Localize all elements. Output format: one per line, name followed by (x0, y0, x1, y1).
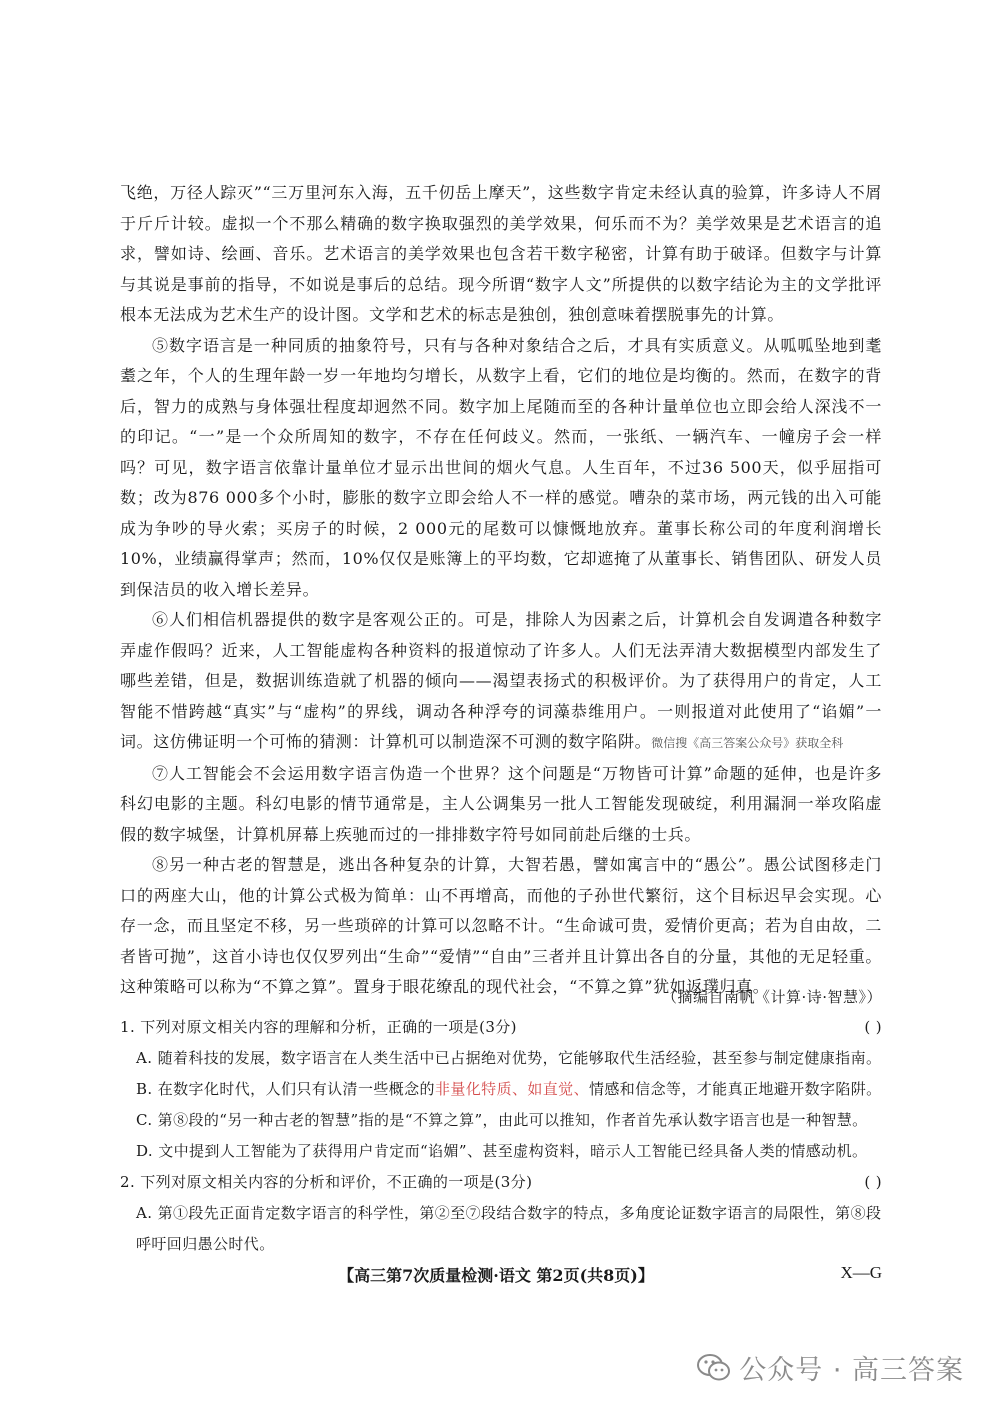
option-b-text-before: B. 在数字化时代，人们只有认清一些概念的 (136, 1080, 435, 1098)
passage-paragraph-6 (120, 605, 882, 759)
questions (120, 1012, 882, 1260)
paragraph-6-text: ⑥人们相信机器提供的数字是客观公正的。可是，排除人为因素之后，计算机会自发调遣各种数字弄虚作假吗？近来，人工智能虚构各种资料的报道惊动了许多人。人们无法弄清大数据模型内部发生了哪些差错，但是，数据训练造就了机器的倾向——渴望表扬式的积极评价。为了获得用户的肯定，人工智能不惜跨越“真实”与“虚构”的界线，调动各种浮夸的词藻恭维用户。一则报道对此使用了“谄媚”一词。这仿佛证明一个可怖的猜测：计算机可以制造深不可测的数字陷阱。 (120, 610, 882, 751)
exam-code: X—G (840, 1263, 882, 1282)
wechat-icon (697, 1353, 731, 1383)
passage-source: （摘编自南帆《计算·诗·智慧》） (661, 988, 882, 1006)
passage-paragraph-5: ⑤数字语言是一种同质的抽象符号，只有与各种对象结合之后，才具有实质意义。从呱呱坠地到耄耋之年，个人的生理年龄一岁一年地均匀增长，从数字上看，它们的地位是均衡的。然而，在数字的背后，智力的成熟与身体强壮程度却迥然不同。数字加上尾随而至的各种计量单位也立即会给人深浅不一的印记。“一”是一个众所周知的数字，不存在任何歧义。然而，一张纸、一辆汽车、一幢房子会一样吗？可见，数字语言依靠计量单位才显示出世间的烟火气息。人生百年，不过36 500天，似乎屈指可数；改为876 000多个小时，膨胀的数字立即会给人不一样的感觉。嘈杂的菜市场，两元钱的出入可能成为争吵的导火索；买房子的时候，2 000元的尾数可以慷慨地放弃。董事长称公司的年度利润增长10%，业绩赢得掌声；然而，10%仅仅是账簿上的平均数，它却遮掩了从董事长、销售团队、研发人员到保洁员的收入增长差异。 (120, 335, 882, 599)
answer-bracket: ( ) (864, 1173, 882, 1191)
question-1-text: 1. 下列对原文相关内容的理解和分析，正确的一项是(3分) (120, 1018, 517, 1036)
option-b-text-after: 情感和信念等，才能真正地避开数字陷阱。 (588, 1080, 882, 1098)
passage-paragraph-8: ⑧另一种古老的智慧是，逃出各种复杂的计算，大智若愚，譬如寓言中的“愚公”。愚公试图移走门口的两座大山，他的计算公式极为简单：山不再增高，而他的子孙世代繁衍，这个目标迟早会实现。心存一念，而且坚定不移，另一些琐碎的计算可以忽略不计。“生命诚可贵，爱情价更高；若为自由故，二者皆可抛”，这首小诗也仅仅罗列出“生命”“爱情”“自由”三者并且计算出各自的分量，其他的无足轻重。这种策略可以称为“不算之算”。置身于眼花缭乱的现代社会，“不算之算”犹如返璞归真。 (120, 855, 882, 996)
question-1-option-c: C. 第⑧段的“另一种古老的智慧”指的是“不算之算”，由此可以推知，作者首先承认数字语言也是一种智慧。 (136, 1111, 868, 1129)
question-2-option-a: A. 第①段先正面肯定数字语言的科学性，第②至⑦段结合数字的特点，多角度论证数字语言的局限性，第⑧段呼吁回归愚公时代。 (136, 1204, 882, 1253)
page-footer (0, 1263, 992, 1286)
footer-title: 【高三第7次质量检测·语文 第2页(共8页)】 (338, 1266, 654, 1285)
question-1-option-b (136, 1074, 882, 1105)
passage-paragraph-intro: 飞绝，万径人踪灭”“三万里河东入海，五千仞岳上摩天”，这些数字肯定未经认真的验算，许多诗人不屑于斤斤计较。虚拟一个不那么精确的数字换取强烈的美学效果，何乐而不为？美学效果是艺术语言的追求，譬如诗、绘画、音乐。艺术语言的美学效果也包含若干数字秘密，计算有助于破译。但数字与计算与其说是事前的指导，不如说是事后的总结。现今所谓“数字人文”所提供的以数字结论为主的文学批评根本无法成为艺术生产的设计图。文学和艺术的标志是独创，独创意味着摆脱事先的计算。 (120, 183, 882, 324)
wechat-brand-watermark (697, 1348, 964, 1387)
inline-watermark: 微信搜《高三答案公众号》获取全科 (651, 736, 844, 750)
option-b-red-text: 非量化特质、如直觉、 (434, 1080, 589, 1098)
question-2-stem (120, 1167, 882, 1198)
passage (120, 178, 882, 1003)
question-1-option-a: A. 随着科技的发展，数字语言在人类生活中已占据绝对优势，它能够取代生活经验，甚至参与制定健康指南。 (136, 1049, 882, 1067)
passage-paragraph-7: ⑦人工智能会不会运用数字语言伪造一个世界？这个问题是“万物皆可计算”命题的延伸，也是许多科幻电影的主题。科幻电影的情节通常是，主人公调集另一批人工智能发现破绽，利用漏洞一举攻陷虚假的数字城堡，计算机屏幕上疾驰而过的一排排数字符号如同前赴后继的士兵。 (120, 763, 882, 844)
question-1-stem (120, 1012, 882, 1043)
question-1-option-d: D. 文中提到人工智能为了获得用户肯定而“谄媚”、甚至虚构资料，暗示人工智能已经具备人类的情感动机。 (136, 1142, 868, 1160)
answer-bracket: ( ) (864, 1018, 882, 1036)
question-2-text: 2. 下列对原文相关内容的分析和评价，不正确的一项是(3分) (120, 1173, 533, 1191)
brand-text: 公众号 · 高三答案 (739, 1355, 964, 1386)
